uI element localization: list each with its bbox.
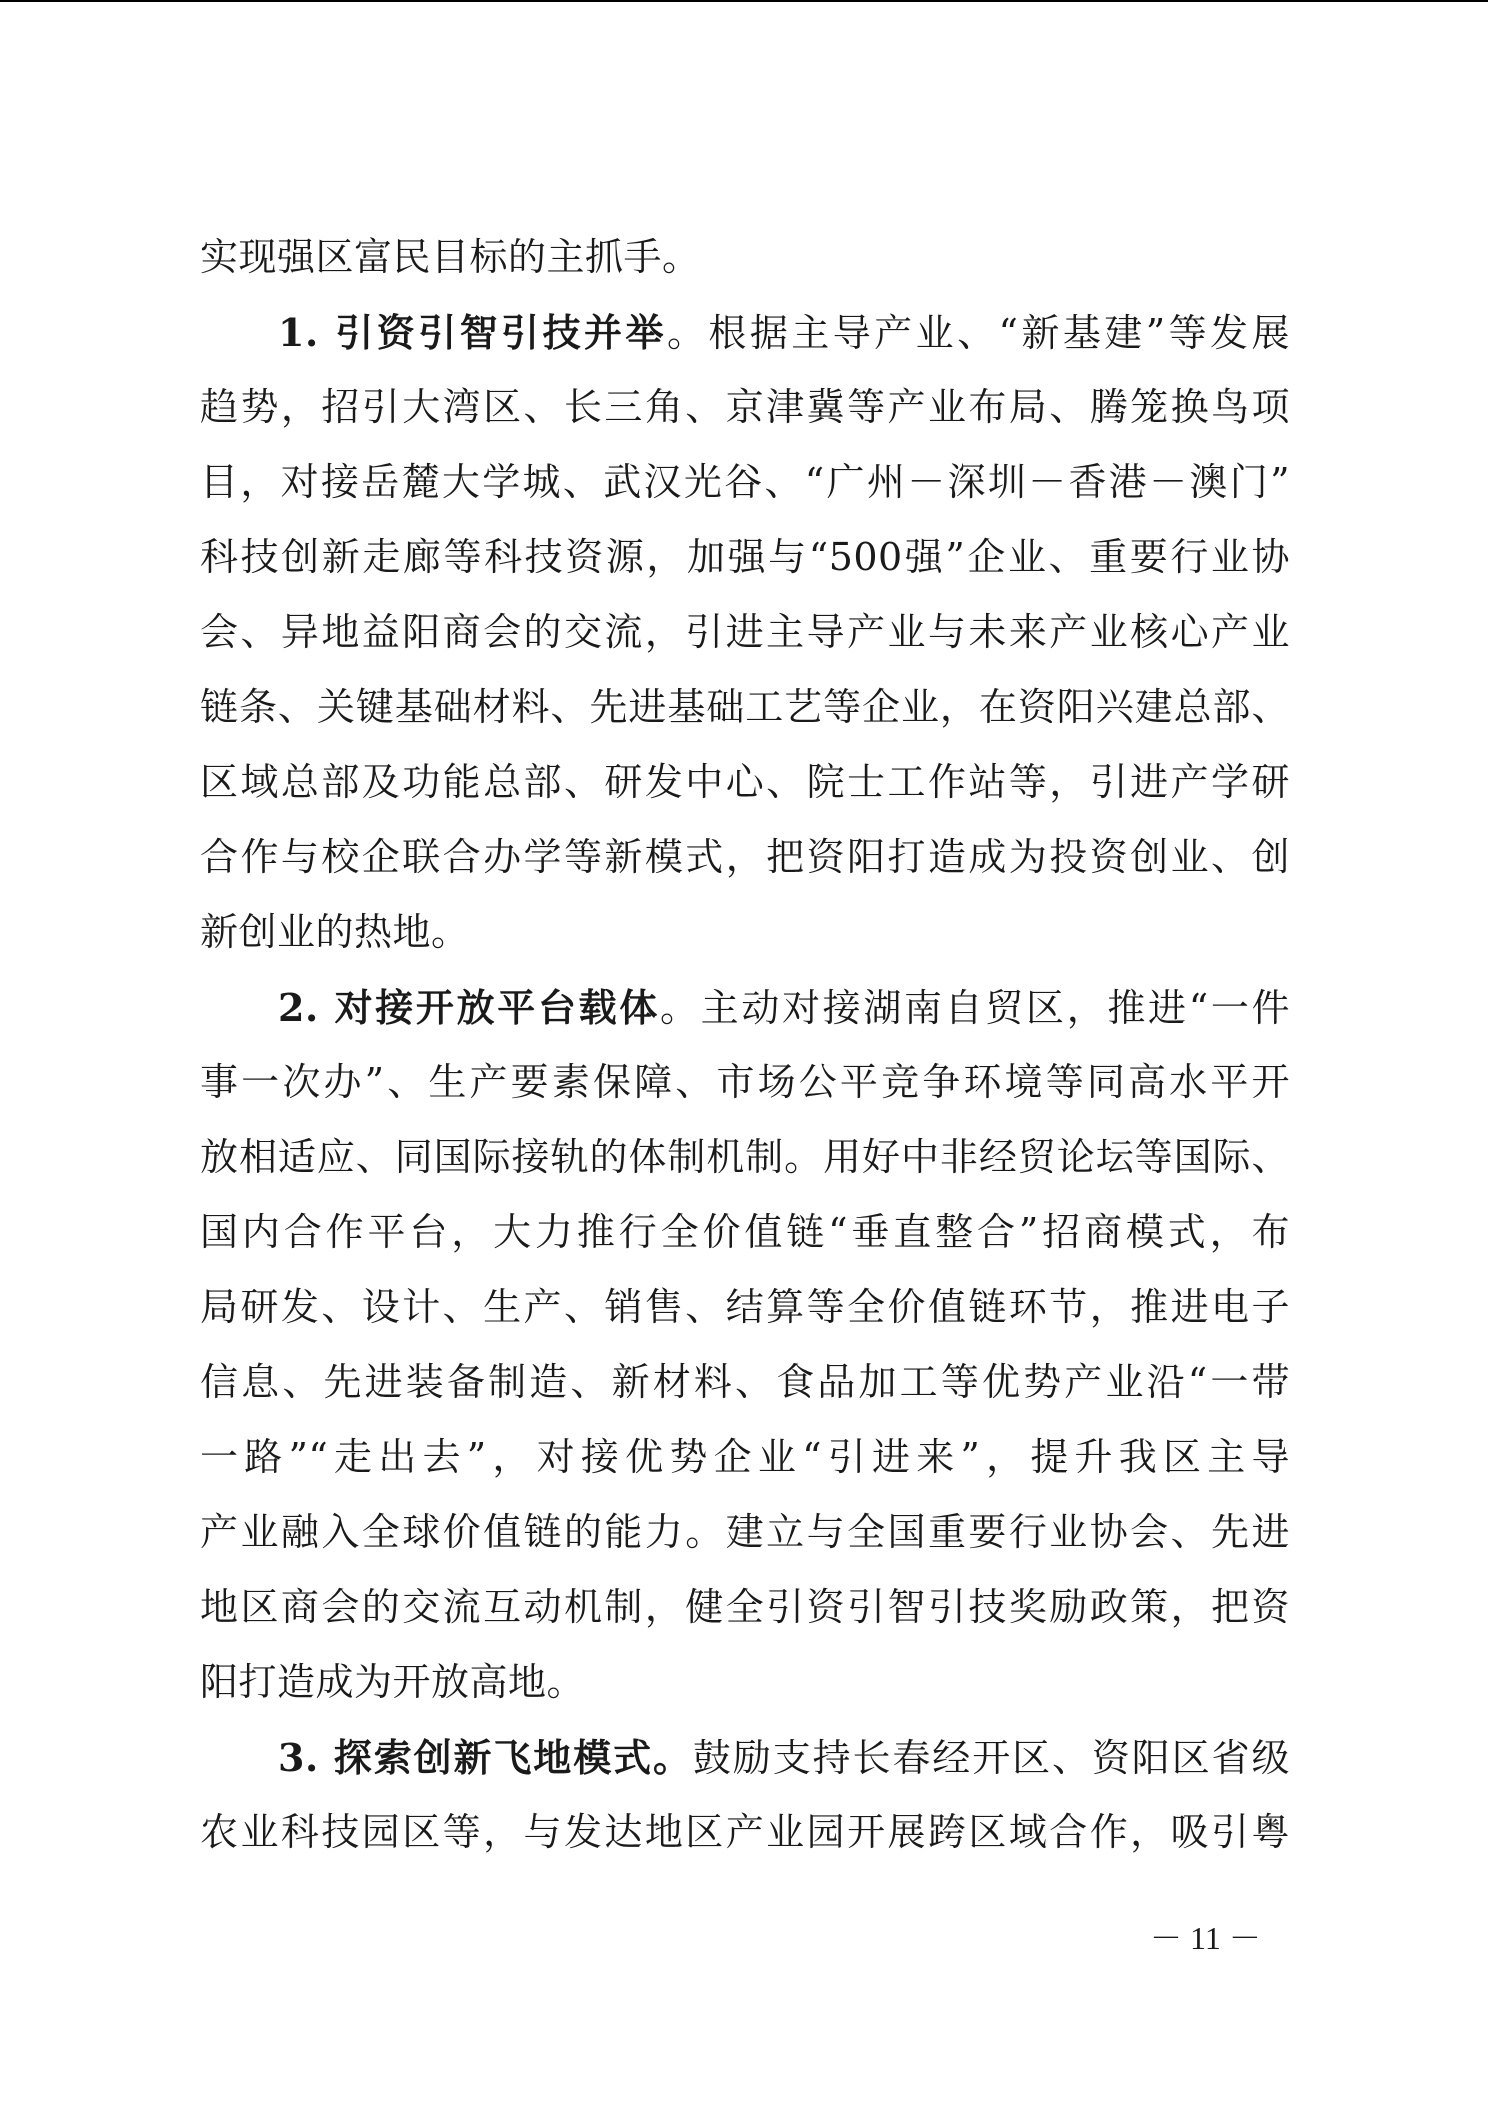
paragraph-3 xyxy=(200,1720,1290,1870)
paragraph-1 xyxy=(200,295,1290,970)
text-line: 会、异地益阳商会的交流，引进主导产业与未来产业核心产业 xyxy=(200,610,1290,654)
text-line: 链条、关键基础材料、先进基础工艺等企业，在资阳兴建总部、 xyxy=(200,685,1290,729)
paragraph-first-line-text: 。根据主导产业、“新基建”等发展 xyxy=(666,311,1290,355)
document-body xyxy=(200,220,1290,1870)
text-line: 目，对接岳麓大学城、武汉光谷、“广州－深圳－香港－澳门” xyxy=(200,460,1290,504)
paragraph-first-line-text: 鼓励支持长春经开区、资阳区省级 xyxy=(692,1736,1290,1780)
text-line: 信息、先进装备制造、新材料、食品加工等优势产业沿“一带 xyxy=(200,1360,1290,1404)
paragraph-first-line-text: 。主动对接湖南自贸区，推进“一件 xyxy=(659,986,1290,1030)
text-line: 放相适应、同国际接轨的体制机制。用好中非经贸论坛等国际、 xyxy=(200,1135,1290,1179)
text-line: 产业融入全球价值链的能力。建立与全国重要行业协会、先进 xyxy=(200,1510,1290,1554)
text-line: 实现强区富民目标的主抓手。 xyxy=(200,235,701,279)
paragraph-2 xyxy=(200,970,1290,1720)
page-number: － 11 － xyxy=(1150,1920,1261,1956)
text-line: 局研发、设计、生产、销售、结算等全价值链环节，推进电子 xyxy=(200,1285,1290,1329)
text-line: 国内合作平台，大力推行全价值链“垂直整合”招商模式，布 xyxy=(200,1210,1290,1254)
paragraph-continuation xyxy=(200,220,1290,295)
text-line: 农业科技园区等，与发达地区产业园开展跨区域合作，吸引粤 xyxy=(200,1810,1290,1854)
top-border-line xyxy=(0,0,1488,2)
text-line: 合作与校企联合办学等新模式，把资阳打造成为投资创业、创 xyxy=(200,835,1290,879)
text-line: 科技创新走廊等科技资源，加强与“500强”企业、重要行业协 xyxy=(200,535,1290,579)
text-line: 区域总部及功能总部、研发中心、院士工作站等，引进产学研 xyxy=(200,760,1290,804)
paragraph-heading: 2. 对接开放平台载体 xyxy=(278,985,660,1030)
paragraph-first-line xyxy=(200,1720,1290,1795)
text-line: 地区商会的交流互动机制，健全引资引智引技奖励政策，把资 xyxy=(200,1585,1290,1629)
text-line: 趋势，招引大湾区、长三角、京津冀等产业布局、腾笼换鸟项 xyxy=(200,385,1290,429)
text-line: 一路”“走出去”，对接优势企业“引进来”，提升我区主导 xyxy=(200,1435,1290,1479)
text-line: 事一次办”、生产要素保障、市场公平竞争环境等同高水平开 xyxy=(200,1060,1290,1104)
paragraph-first-line xyxy=(200,970,1290,1045)
paragraph-heading: 3. 探索创新飞地模式。 xyxy=(278,1735,693,1780)
text-line: 阳打造成为开放高地。 xyxy=(200,1660,586,1704)
text-line: 新创业的热地。 xyxy=(200,910,470,954)
paragraph-heading: 1. 引资引智引技并举 xyxy=(278,310,667,355)
paragraph-first-line xyxy=(200,295,1290,370)
